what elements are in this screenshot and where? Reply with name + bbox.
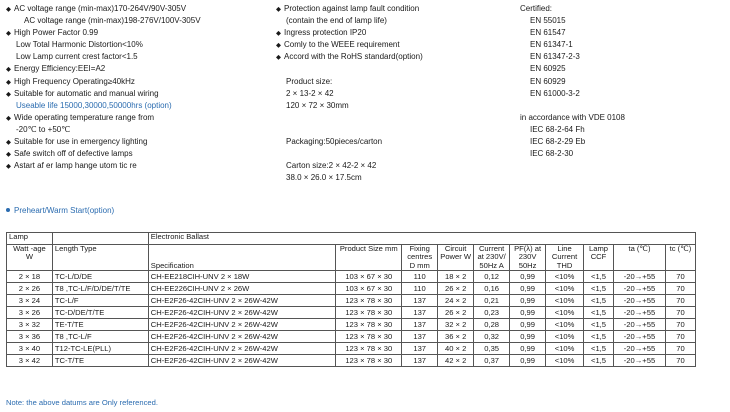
- table-row: [7, 295, 696, 307]
- group-header-lamp-length: [52, 233, 148, 245]
- feature-line: ◆ Suitable for automatic and manual wiring: [6, 89, 268, 101]
- cell-watt: 3 × 42: [7, 355, 53, 367]
- cell-watt: 3 × 36: [7, 331, 53, 343]
- feature-line: ◆ Energy Efficiency:EEI=A2: [6, 64, 268, 76]
- feature-line: -20℃ to +50℃: [16, 124, 71, 134]
- certification-line: EN 60925: [530, 64, 566, 74]
- certification-line: EN 61000-3-2: [530, 88, 580, 98]
- cell-pf: 0,99: [510, 319, 546, 331]
- ballast-spec-table: [6, 232, 696, 367]
- feature-line: [276, 125, 506, 137]
- header-length-type: Length Type: [52, 245, 148, 271]
- cell-ta: -20→+55: [614, 283, 666, 295]
- cell-size: 123 × 78 × 30: [336, 355, 402, 367]
- cell-ccf: <1,5: [584, 271, 614, 283]
- cell-size: 123 × 78 × 30: [336, 295, 402, 307]
- table-row: [7, 331, 696, 343]
- cell-current: 0,21: [474, 295, 510, 307]
- feature-line: [276, 64, 506, 76]
- cell-power: 24 × 2: [438, 295, 474, 307]
- certification-line: IEC 68-2-30: [530, 149, 574, 159]
- cell-pf: 0,99: [510, 271, 546, 283]
- feature-line: Low Lamp current crest factor<1.5: [16, 52, 138, 62]
- cell-watt: 2 × 18: [7, 271, 53, 283]
- cell-spec: CH-E2F26-42CIH-UNV 2 × 26W-42W: [148, 355, 336, 367]
- group-header-lamp: Lamp: [7, 233, 53, 245]
- cell-current: 0,23: [474, 307, 510, 319]
- certification-line: EN 60929: [530, 76, 566, 86]
- certification-line: IEC 68-2-29 Eb: [530, 137, 586, 147]
- cell-ccf: <1,5: [584, 331, 614, 343]
- cell-power: 18 × 2: [438, 271, 474, 283]
- cell-pf: 0,99: [510, 283, 546, 295]
- feature-line: (contain the end of lamp life): [286, 16, 387, 26]
- cell-power: 42 × 2: [438, 355, 474, 367]
- cell-spec: CH-EE226CIH-UNV 2 × 26W: [148, 283, 336, 295]
- certification-line: EN 61347-1: [530, 40, 573, 50]
- cell-ccf: <1,5: [584, 343, 614, 355]
- certification-line: EN 55015: [530, 16, 566, 26]
- cell-fixing: 110: [402, 271, 438, 283]
- cell-pf: 0,99: [510, 295, 546, 307]
- cell-power: 32 × 2: [438, 319, 474, 331]
- header-circuit-power: Circuit Power W: [438, 245, 474, 271]
- certification-line: EN 61347-2-3: [530, 52, 580, 62]
- cell-ta: -20→+55: [614, 319, 666, 331]
- cell-size: 103 × 67 × 30: [336, 283, 402, 295]
- cell-length: TC-D/DE/T/TE: [52, 307, 148, 319]
- certification-line: IEC 68-2-64 Fh: [530, 124, 585, 134]
- preheat-label: Preheart/Warm Start(option): [14, 206, 115, 215]
- cell-watt: 3 × 40: [7, 343, 53, 355]
- header-ta: ta (℃): [614, 245, 666, 271]
- cell-size: 103 × 67 × 30: [336, 271, 402, 283]
- reference-note: Note: the above datums are Only referenced.: [6, 398, 158, 407]
- cell-ta: -20→+55: [614, 355, 666, 367]
- table-row: [7, 343, 696, 355]
- table-row: [7, 271, 696, 283]
- cell-current: 0,16: [474, 283, 510, 295]
- cell-length: T8 ,TC-L/F: [52, 331, 148, 343]
- feature-line: Product size:: [286, 76, 333, 86]
- certification-line: in accordance with VDE 0108: [520, 112, 625, 122]
- cell-ta: -20→+55: [614, 295, 666, 307]
- cell-ta: -20→+55: [614, 343, 666, 355]
- cell-tc: 70: [665, 307, 695, 319]
- feature-line: Low Total Harmonic Distortion<10%: [16, 40, 143, 50]
- cell-thd: <10%: [546, 319, 584, 331]
- cell-spec: CH-E2F26-42CIH-UNV 2 × 26W-42W: [148, 331, 336, 343]
- feature-line: ◆ Ingress protection IP20: [276, 28, 506, 40]
- certifications-column: [520, 4, 725, 161]
- cell-tc: 70: [665, 295, 695, 307]
- cell-fixing: 137: [402, 355, 438, 367]
- feature-line: ◆ Wide operating temperature range from: [6, 113, 268, 125]
- cell-current: 0,32: [474, 331, 510, 343]
- cell-current: 0,28: [474, 319, 510, 331]
- cell-tc: 70: [665, 355, 695, 367]
- cell-size: 123 × 78 × 30: [336, 319, 402, 331]
- cell-thd: <10%: [546, 283, 584, 295]
- feature-line: ◆ High Frequency Operating≥40kHz: [6, 77, 268, 89]
- cell-ccf: <1,5: [584, 295, 614, 307]
- cell-thd: <10%: [546, 355, 584, 367]
- cell-ccf: <1,5: [584, 307, 614, 319]
- cell-length: TC-L/D/DE: [52, 271, 148, 283]
- table-row: [7, 355, 696, 367]
- preheat-option: [6, 206, 114, 216]
- cell-spec: CH-E2F26-42CIH-UNV 2 × 26W-42W: [148, 319, 336, 331]
- feature-line: 120 × 72 × 30mm: [286, 100, 349, 110]
- header-lamp-ccf: Lamp CCF: [584, 245, 614, 271]
- cell-fixing: 137: [402, 319, 438, 331]
- feature-line: ◆ Accord with the RoHS standard(option): [276, 52, 506, 64]
- cell-current: 0,37: [474, 355, 510, 367]
- cell-ta: -20→+55: [614, 307, 666, 319]
- feature-line: Useable life 15000,30000,50000hrs (option): [16, 100, 172, 110]
- header-current: Current at 230V/ 50Hz A: [474, 245, 510, 271]
- feature-line: ◆ Suitable for use in emergency lighting: [6, 137, 268, 149]
- cell-watt: 3 × 32: [7, 319, 53, 331]
- bullet-dot-icon: [6, 208, 10, 212]
- features-left-column: [6, 4, 268, 173]
- feature-line: ◆ Astart af er lamp hange utom tic re: [6, 161, 268, 173]
- cell-thd: <10%: [546, 295, 584, 307]
- feature-line: ◆ AC voltage range (min-max)170-264V/90V-305V: [6, 4, 268, 16]
- header-wattage: Watt -age W: [7, 245, 53, 271]
- cell-thd: <10%: [546, 343, 584, 355]
- cell-pf: 0,99: [510, 355, 546, 367]
- feature-line: [276, 149, 506, 161]
- cell-fixing: 137: [402, 307, 438, 319]
- cell-ta: -20→+55: [614, 271, 666, 283]
- feature-line: 2 × 13-2 × 42: [286, 88, 334, 98]
- header-product-size: Product Size mm: [336, 245, 402, 271]
- cell-ccf: <1,5: [584, 283, 614, 295]
- cell-watt: 3 × 24: [7, 295, 53, 307]
- cell-tc: 70: [665, 331, 695, 343]
- header-line-current-thd: Line Current THD: [546, 245, 584, 271]
- cell-fixing: 137: [402, 343, 438, 355]
- cell-length: TC-L/F: [52, 295, 148, 307]
- cell-size: 123 × 78 × 30: [336, 307, 402, 319]
- table-row: [7, 283, 696, 295]
- cell-watt: 3 × 26: [7, 307, 53, 319]
- cell-current: 0,35: [474, 343, 510, 355]
- header-tc: tc (℃): [665, 245, 695, 271]
- cell-thd: <10%: [546, 271, 584, 283]
- cell-power: 40 × 2: [438, 343, 474, 355]
- header-fixing-centres: Fixing centres D mm: [402, 245, 438, 271]
- cell-size: 123 × 78 × 30: [336, 331, 402, 343]
- feature-line: Packaging:50pieces/carton: [286, 137, 383, 147]
- feature-line: ◆ High Power Factor 0.99: [6, 28, 268, 40]
- cell-ta: -20→+55: [614, 331, 666, 343]
- cell-tc: 70: [665, 343, 695, 355]
- group-header-ballast: Electronic Ballast: [148, 233, 695, 245]
- cell-size: 123 × 78 × 30: [336, 343, 402, 355]
- cell-fixing: 137: [402, 331, 438, 343]
- feature-line: AC voltage range (min-max)198-276V/100V-305V: [24, 16, 201, 26]
- certification-line: EN 61547: [530, 28, 566, 38]
- cell-length: TE-T/TE: [52, 319, 148, 331]
- table-row: [7, 319, 696, 331]
- cell-power: 26 × 2: [438, 283, 474, 295]
- feature-line: ◆ Comly to the WEEE requirement: [276, 40, 506, 52]
- cell-watt: 2 × 26: [7, 283, 53, 295]
- feature-line: [276, 113, 506, 125]
- cell-tc: 70: [665, 271, 695, 283]
- cell-fixing: 137: [402, 295, 438, 307]
- cell-fixing: 110: [402, 283, 438, 295]
- cell-tc: 70: [665, 283, 695, 295]
- feature-line: ◆ Protection against lamp fault condition: [276, 4, 506, 16]
- cell-tc: 70: [665, 319, 695, 331]
- cell-spec: CH-E2F26-42CIH-UNV 2 × 26W-42W: [148, 343, 336, 355]
- cell-spec: CH-E2F26-42CIH-UNV 2 × 26W-42W: [148, 307, 336, 319]
- feature-line: 38.0 × 26.0 × 17.5cm: [286, 173, 362, 183]
- cell-current: 0,12: [474, 271, 510, 283]
- cell-thd: <10%: [546, 331, 584, 343]
- cell-length: T8 ,TC-L/F/D/DE/T/TE: [52, 283, 148, 295]
- cell-length: T12-TC-LE(PLL): [52, 343, 148, 355]
- cell-pf: 0,99: [510, 307, 546, 319]
- cell-ccf: <1,5: [584, 319, 614, 331]
- cell-ccf: <1,5: [584, 355, 614, 367]
- header-specification: Specification: [148, 245, 336, 271]
- cell-spec: CH-E2F26-42CIH-UNV 2 × 26W-42W: [148, 295, 336, 307]
- features-middle-column: [276, 4, 506, 185]
- feature-line: ◆ Safe switch off of defective lamps: [6, 149, 268, 161]
- cell-pf: 0,99: [510, 343, 546, 355]
- cell-length: TC-T/TE: [52, 355, 148, 367]
- cell-pf: 0,99: [510, 331, 546, 343]
- cell-power: 36 × 2: [438, 331, 474, 343]
- certification-line: Certified:: [520, 4, 553, 13]
- cell-thd: <10%: [546, 307, 584, 319]
- cell-power: 26 × 2: [438, 307, 474, 319]
- certification-line: [520, 101, 725, 113]
- table-row: [7, 307, 696, 319]
- cell-spec: CH-EE218CIH-UNV 2 × 18W: [148, 271, 336, 283]
- header-power-factor: PF(λ) at 230V 50Hz: [510, 245, 546, 271]
- feature-line: Carton size:2 × 42-2 × 42: [286, 161, 377, 171]
